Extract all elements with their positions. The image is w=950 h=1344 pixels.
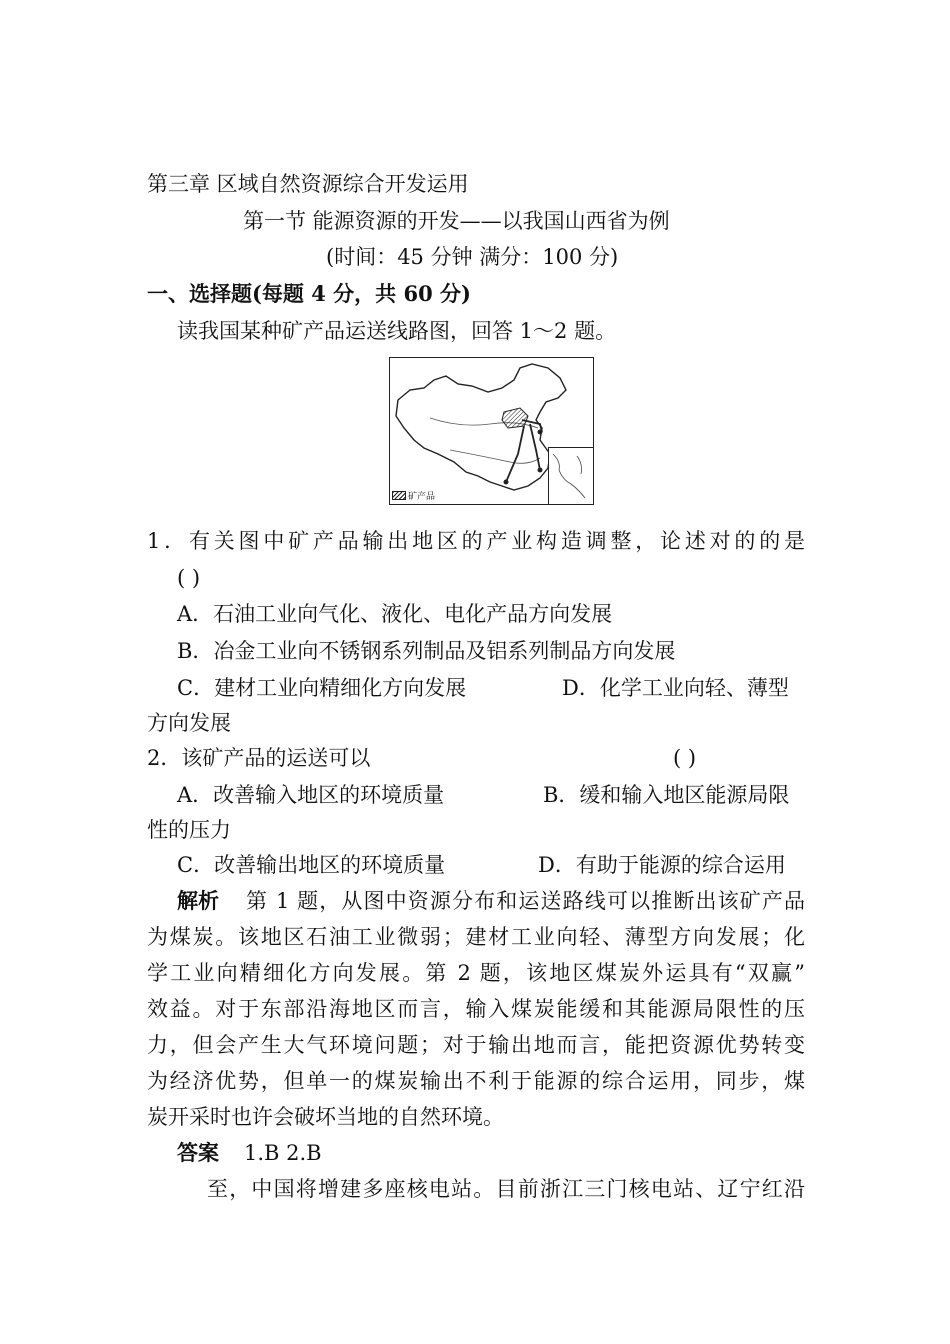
analysis-line: 为煤炭。该地区石油工业微弱；建材工业向轻、薄型方向发展；化: [147, 925, 805, 949]
route-map-figure: [389, 357, 594, 505]
question-intro: 读我国某种矿产品运送线路图，回答 1～2 题。: [177, 319, 617, 343]
question-2-option-b-cont: 性的压力: [147, 818, 231, 842]
question-1-option-a: A．石油工业向气化、液化、电化产品方向发展: [177, 602, 613, 626]
legend-label: 矿产品: [408, 492, 436, 502]
question-2-option-a: A．改善输入地区的环境质量: [177, 783, 445, 807]
question-1-option-b: B．冶金工业向不锈钢系列制品及铝系列制品方向发展: [177, 639, 676, 663]
question-2-option-b: B．缓和输入地区能源局限: [543, 783, 790, 807]
question-1-option-d: D．化学工业向轻、薄型: [562, 676, 789, 700]
question-2-option-c: C．改善输出地区的环境质量: [177, 853, 446, 877]
question-1-option-c: C．建材工业向精细化方向发展: [177, 676, 467, 700]
hatch-swatch-icon: [392, 491, 406, 500]
section-title: 第一节 能源资源的开发——以我国山西省为例: [243, 209, 670, 233]
analysis-line: 炭开采时也许会破坏当地的自然环境。: [147, 1105, 504, 1129]
question-2-blank: ( ): [673, 746, 697, 770]
question-2-option-d: D．有助于能源的综合运用: [538, 853, 786, 877]
analysis-line: 效益。对于东部沿海地区而言，输入煤炭能缓和其能源局限性的压: [147, 997, 805, 1021]
question-2-stem: 2．该矿产品的运送可以: [147, 746, 371, 770]
analysis-line: 学工业向精细化方向发展。第 2 题，该地区煤炭外运具有“双赢”: [147, 961, 805, 985]
analysis-label: 解析: [177, 888, 219, 913]
time-info: (时间：45 分钟 满分：100 分): [326, 245, 619, 269]
answer-value: 1.B 2.B: [244, 1141, 322, 1165]
analysis-line: 为经济优势，但单一的煤炭输出不利于能源的综合运用，同步，煤: [147, 1069, 805, 1093]
south-china-sea-inset: [548, 447, 593, 504]
answer-label: 答案: [177, 1140, 219, 1165]
question-1-option-d-cont: 方向发展: [147, 711, 231, 735]
question-1-stem: 1．有关图中矿产品输出地区的产业构造调整，论述对的的是: [147, 529, 805, 553]
part-heading: 一、选择题(每题 4 分，共 60 分): [147, 281, 471, 306]
map-legend: [392, 489, 435, 502]
next-paragraph-line: 至，中国将增建多座核电站。目前浙江三门核电站、辽宁红沿: [207, 1177, 805, 1201]
analysis-line: 第 1 题，从图中资源分布和运送路线可以推断出该矿产品: [246, 889, 805, 913]
analysis-line: 力，但会产生大气环境问题；对于输出地而言，能把资源优势转变: [147, 1033, 805, 1057]
question-1-blank: ( ): [177, 566, 201, 590]
chapter-title: 第三章 区域自然资源综合开发运用: [147, 172, 469, 196]
